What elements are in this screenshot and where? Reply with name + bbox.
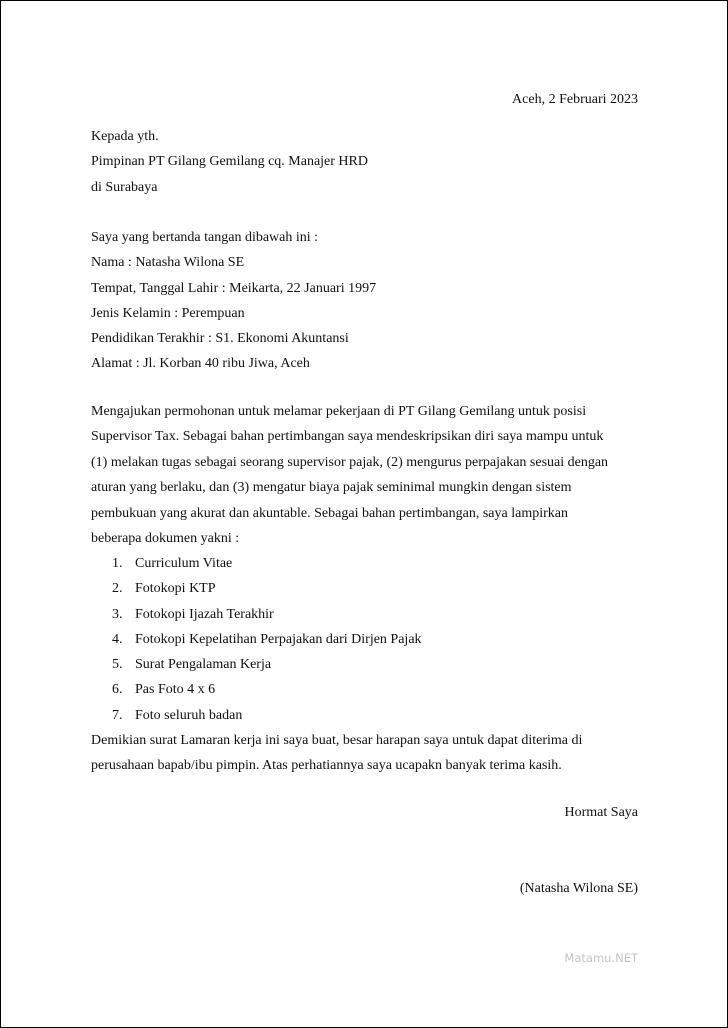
recipient-line: di Surabaya <box>91 179 158 195</box>
closing-salutation: Hormat Saya <box>564 805 638 820</box>
letter-date: Aceh, 2 Februari 2023 <box>512 92 638 107</box>
paragraph-line: aturan yang berlaku, dan (3) mengatur biaya pajak seminimal mungkin dengan sistem <box>91 480 572 496</box>
recipient-line: Kepada yth. <box>91 129 159 144</box>
list-item <box>91 703 422 728</box>
list-text: Fotokopi KTP <box>135 581 216 597</box>
paragraph-line: (1) melakan tugas sebagai seorang supervisor pajak, (2) mengurus perpajakan sesuai dengan <box>91 454 609 470</box>
list-number: 6. <box>112 682 123 698</box>
paragraph-line: beberapa dokumen yakni : <box>91 531 240 547</box>
list-item <box>91 576 422 601</box>
list-number: 7. <box>112 707 123 723</box>
paragraph-line: Mengajukan permohonan untuk melamar pekerjaan di PT Gilang Gemilang untuk posisi <box>91 404 587 419</box>
identity-name: Nama : Natasha Wilona SE <box>91 255 245 271</box>
identity-intro: Saya yang bertanda tangan dibawah ini : <box>91 230 319 245</box>
identity-education: Pendidikan Terakhir : S1. Ekonomi Akuntansi <box>91 331 349 347</box>
list-text: Fotokopi Ijazah Terakhir <box>135 606 274 622</box>
paragraph-line: perusahaan bapab/ibu pimpin. Atas perhatiannya saya ucapakn banyak terima kasih. <box>91 758 562 774</box>
list-number: 5. <box>112 657 123 673</box>
list-text: Foto seluruh badan <box>135 707 243 723</box>
identity-gender: Jenis Kelamin : Perempuan <box>91 305 245 321</box>
paragraph-line: Supervisor Tax. Sebagai bahan pertimbangan saya mendeskripsikan diri saya mampu untuk <box>91 429 604 445</box>
watermark-text: Matamu.NET <box>564 951 638 965</box>
list-item <box>91 602 422 627</box>
closing-paragraph <box>91 728 651 779</box>
list-text: Surat Pengalaman Kerja <box>135 657 272 673</box>
list-text: Pas Foto 4 x 6 <box>135 682 216 698</box>
recipient-line: Pimpinan PT Gilang Gemilang cq. Manajer HRD <box>91 154 368 170</box>
applicant-identity-block <box>91 225 376 377</box>
list-item <box>91 677 422 702</box>
list-text: Fotokopi Kepelatihan Perpajakan dari Dirjen Pajak <box>135 631 422 647</box>
list-item <box>91 551 422 576</box>
identity-birth: Tempat, Tanggal Lahir : Meikarta, 22 Januari 1997 <box>91 280 377 296</box>
list-number: 2. <box>112 581 123 597</box>
list-item <box>91 652 422 677</box>
attached-documents-list <box>91 551 422 728</box>
list-item <box>91 627 422 652</box>
recipient-block <box>91 124 368 200</box>
identity-address: Alamat : Jl. Korban 40 ribu Jiwa, Aceh <box>91 356 310 372</box>
paragraph-line: pembukuan yang akurat dan akuntable. Sebagai bahan pertimbangan, saya lampirkan <box>91 505 568 521</box>
list-number: 1. <box>112 556 123 571</box>
signature-name: (Natasha Wilona SE) <box>519 881 638 896</box>
list-text: Curriculum Vitae <box>135 556 233 571</box>
list-number: 4. <box>112 631 123 647</box>
paragraph-line: Demikian surat Lamaran kerja ini saya buat, besar harapan saya untuk dapat diterima di <box>91 733 583 748</box>
application-paragraph <box>91 399 651 551</box>
list-number: 3. <box>112 606 123 622</box>
